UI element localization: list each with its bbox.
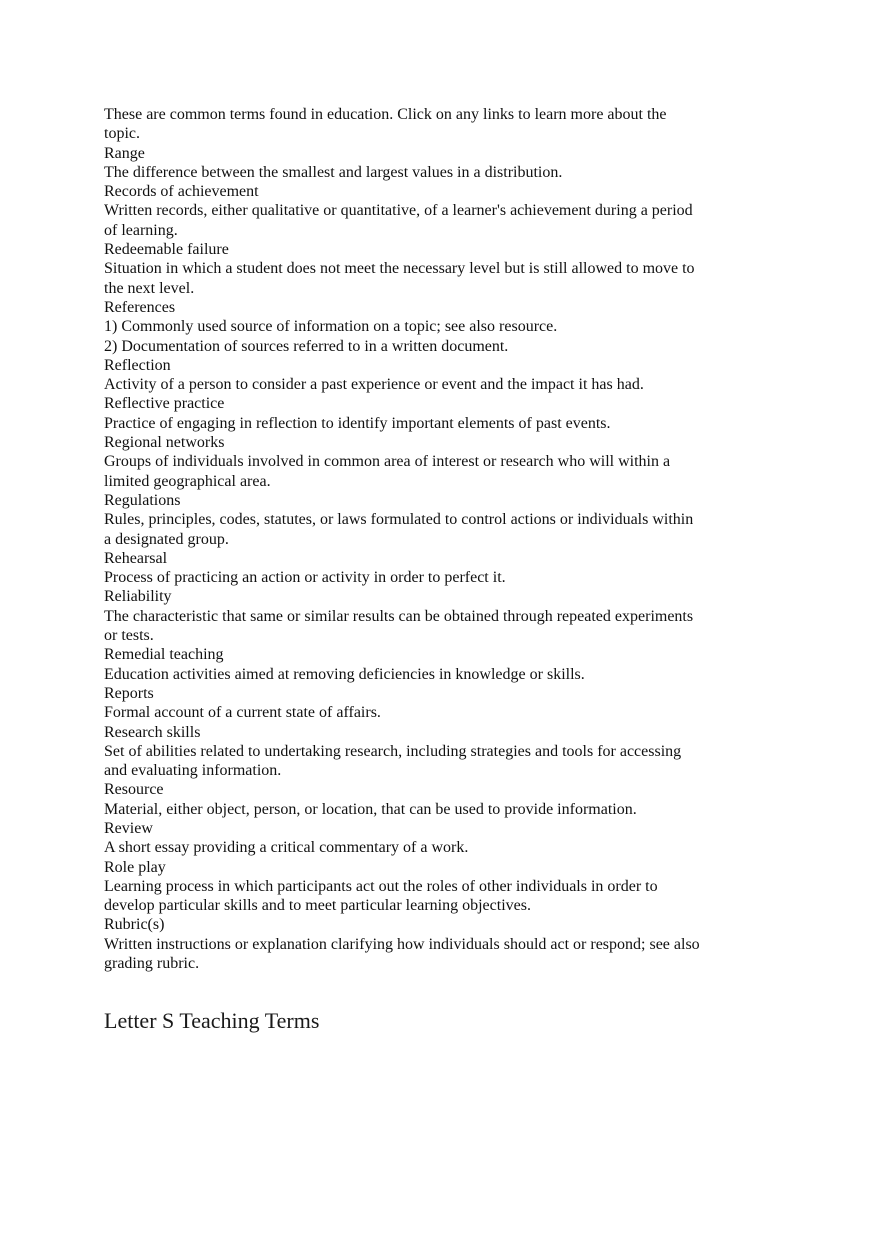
glossary-entry (104, 780, 704, 819)
definition-line: Groups of individuals involved in common area of interest or research who will within a limited geographical area. (104, 453, 671, 490)
glossary-definition (104, 877, 704, 916)
definition-line: 2) Documentation of sources referred to in a written document. (104, 337, 509, 355)
glossary-term: Range (104, 144, 145, 162)
glossary-entry (104, 723, 704, 781)
definition-line: 1) Commonly used source of information on a topic; see also resource. (104, 318, 558, 336)
definition-line: Process of practicing an action or activity in order to perfect it. (104, 569, 506, 587)
definition-line: The difference between the smallest and largest values in a distribution. (104, 163, 563, 181)
glossary-definition (104, 510, 704, 549)
glossary-definition (104, 742, 704, 781)
glossary-definition (104, 800, 704, 819)
glossary-definition (104, 452, 704, 491)
glossary-term: Reflective practice (104, 395, 225, 413)
glossary-entry (104, 684, 704, 723)
glossary-term: Role play (104, 858, 166, 876)
intro-text: These are common terms found in education. Click on any links to learn more about the topic. (104, 106, 667, 143)
glossary-entry (104, 549, 704, 588)
glossary-entry (104, 645, 704, 684)
glossary-definition (104, 703, 704, 722)
definition-line: A short essay providing a critical commentary of a work. (104, 839, 469, 857)
glossary-entry (104, 433, 704, 491)
glossary-entry (104, 587, 704, 645)
glossary-definition (104, 665, 704, 684)
glossary-entry (104, 394, 704, 433)
glossary-term: Remedial teaching (104, 646, 224, 664)
glossary-term: References (104, 298, 176, 316)
glossary-entry (104, 182, 704, 240)
glossary-term: Research skills (104, 723, 201, 741)
glossary-entry (104, 491, 704, 549)
glossary-term: Reports (104, 684, 154, 702)
definition-line: Material, either object, person, or location, that can be used to provide information. (104, 800, 637, 818)
definition-line: Activity of a person to consider a past experience or event and the impact it has had. (104, 376, 644, 394)
glossary-entry (104, 144, 704, 183)
glossary-entry (104, 915, 704, 973)
definition-line: The characteristic that same or similar results can be obtained through repeated experiments or tests. (104, 607, 694, 645)
glossary-definition (104, 375, 704, 394)
glossary-definition (104, 317, 704, 356)
glossary-entry (104, 298, 704, 356)
glossary-term: Records of achievement (104, 183, 259, 201)
glossary-entry (104, 356, 704, 395)
glossary-term: Redeemable failure (104, 241, 229, 259)
glossary-term: Reflection (104, 356, 171, 374)
section-heading-letter-s: Letter S Teaching Terms (104, 1008, 320, 1033)
glossary-term: Regional networks (104, 434, 225, 452)
definition-line: Written instructions or explanation clarifying how individuals should act or respond; see also grading rubric. (104, 935, 700, 973)
glossary-definition (104, 163, 704, 182)
definition-line: Formal account of a current state of affairs. (104, 704, 381, 722)
glossary-list (104, 144, 704, 974)
glossary-definition (104, 201, 704, 240)
glossary-term: Rehearsal (104, 549, 168, 567)
definition-line: Education activities aimed at removing deficiencies in knowledge or skills. (104, 665, 585, 683)
glossary-entry (104, 240, 704, 298)
glossary-definition (104, 935, 704, 974)
glossary-entry (104, 819, 704, 858)
glossary-definition (104, 414, 704, 433)
glossary-body (104, 105, 704, 973)
definition-line: Practice of engaging in reflection to identify important elements of past events. (104, 414, 611, 432)
definition-line: Written records, either qualitative or quantitative, of a learner's achievement during a period of learning. (104, 202, 693, 239)
definition-line: Set of abilities related to undertaking research, including strategies and tools for accessing and evaluating information. (104, 742, 682, 780)
glossary-term: Resource (104, 781, 164, 799)
glossary-definition (104, 607, 704, 646)
glossary-term: Rubric(s) (104, 916, 165, 934)
glossary-term: Review (104, 819, 153, 837)
glossary-definition (104, 568, 704, 587)
definition-line: Rules, principles, codes, statutes, or laws formulated to control actions or individuals within a designated group. (104, 511, 694, 548)
glossary-entry (104, 858, 704, 916)
glossary-term: Regulations (104, 491, 181, 509)
definition-line: Learning process in which participants act out the roles of other individuals in order to develop particular skills and to meet particular learning objectives. (104, 877, 658, 915)
glossary-term: Reliability (104, 588, 172, 606)
glossary-definition (104, 838, 704, 857)
glossary-definition (104, 259, 704, 298)
definition-line: Situation in which a student does not meet the necessary level but is still allowed to move to the next level. (104, 260, 695, 297)
